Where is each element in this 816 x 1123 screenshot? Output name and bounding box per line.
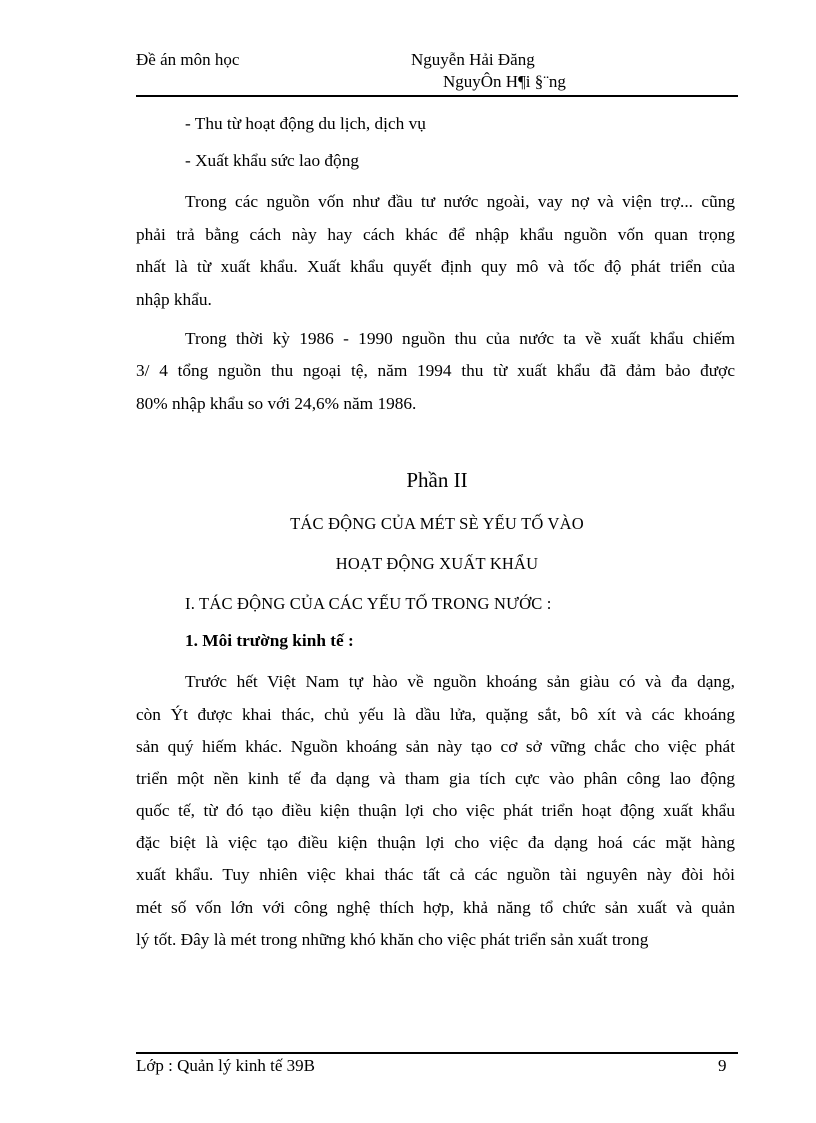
- subsection-heading: 1. Môi trường kinh tế :: [185, 631, 354, 650]
- section-heading: I. TÁC ĐỘNG CỦA CÁC YẾU TỐ TRONG NƯỚC :: [185, 594, 552, 613]
- part-subtitle: HOẠT ĐỘNG XUẤT KHẨU: [335, 554, 539, 573]
- bullet-labor-export: - Xuất khẩu sức lao động: [185, 151, 359, 170]
- paragraph-line: Trong các nguồn vốn như đầu tư nước ngoài, vay nợ và viện trợ... cũng: [185, 192, 735, 211]
- header-author: Nguyễn Hải Đăng: [411, 50, 535, 69]
- paragraph-line: 80% nhập khẩu so với 24,6% năm 1986.: [136, 394, 417, 413]
- part-title: Phần II: [406, 468, 468, 492]
- paragraph-line: nhập khẩu.: [136, 290, 212, 309]
- paragraph-line: triển một nền kinh tế đa dạng và tham gia tích cực vào phân công lao động: [136, 769, 735, 788]
- paragraph-line: sản quý hiếm khác. Nguồn khoáng sản này tạo cơ sở vững chắc cho việc phát: [136, 737, 735, 756]
- paragraph-line: Trước hết Việt Nam tự hào về nguồn khoáng sản giàu có và đa dạng,: [185, 672, 735, 691]
- bullet-tourism: - Thu từ hoạt động du lịch, dịch vụ: [185, 114, 426, 133]
- header-rule: [136, 95, 738, 97]
- footer-rule: [136, 1052, 738, 1054]
- page-number: 9: [718, 1056, 727, 1075]
- part-subtitle: TÁC ĐỘNG CỦA MÉT SÈ YẾU TỐ VÀO: [290, 514, 584, 533]
- paragraph-line: lý tốt. Đây là mét trong những khó khăn cho việc phát triển sản xuất trong: [136, 930, 649, 949]
- paragraph-line: 3/ 4 tổng nguồn thu ngoại tệ, năm 1994 thu từ xuất khẩu đã đảm bảo được: [136, 361, 735, 380]
- paragraph-line: mét số vốn lớn với công nghệ thích hợp, khả năng tổ chức sản xuất và quản: [136, 898, 735, 917]
- paragraph-line: Trong thời kỳ 1986 - 1990 nguồn thu của nước ta về xuất khẩu chiếm: [185, 329, 735, 348]
- paragraph-line: phải trả bằng cách này hay cách khác để nhập khẩu nguồn vốn quan trọng: [136, 225, 735, 244]
- paragraph-line: nhất là từ xuất khẩu. Xuất khẩu quyết định quy mô và tốc độ phát triển của: [136, 257, 735, 276]
- paragraph-line: xuất khẩu. Tuy nhiên việc khai thác tất cả các nguồn tài nguyên này đòi hỏi: [136, 865, 735, 884]
- paragraph-line: quốc tế, từ đó tạo điều kiện thuận lợi cho việc phát triển hoạt động xuất khẩu: [136, 801, 735, 820]
- header-course: Đề án môn học: [136, 50, 240, 69]
- paragraph-line: đặc biệt là việc tạo điều kiện thuận lợi cho việc đa dạng hoá các mặt hàng: [136, 833, 735, 852]
- footer-class: Lớp : Quản lý kinh tế 39B: [136, 1056, 315, 1075]
- header-author-garbled: NguyÔn H¶i §¨ng: [443, 72, 566, 91]
- paragraph-line: còn Ýt được khai thác, chủ yếu là dầu lửa, quặng sắt, bô xít và các khoáng: [136, 705, 735, 724]
